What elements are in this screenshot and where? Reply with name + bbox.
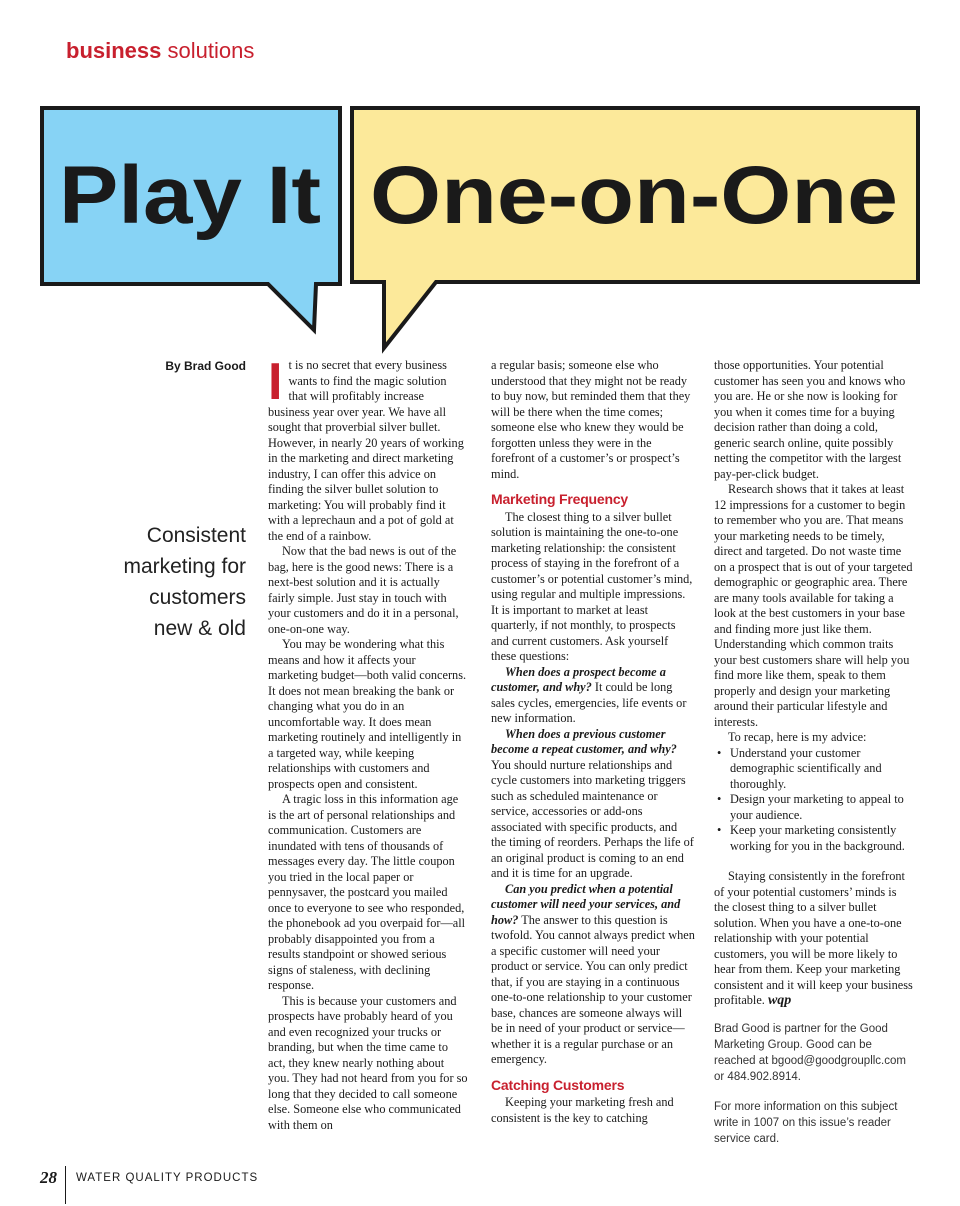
byline: By Brad Good [165, 359, 246, 373]
question-paragraph [491, 727, 695, 882]
pull-quote-line: new & old [153, 617, 246, 640]
pull-quote-line: Consistent [146, 524, 246, 547]
drop-cap: I [268, 353, 283, 411]
paragraph: It is no secret that every business wants to find the magic solution that will profitably increase business year over year. We have all sought that proverbial silver bullet. However, in nearly 20 years of working in the marketing and direct marketing industry, I can offer this advice on finding the silver bullet solution to marketing: You will probably find it with a leprechaun and a pot of gold at the end of a rainbow. [268, 353, 464, 543]
author-bio: Brad Good is partner for the Good Marketing Group. Good can be reached at bgood@goodgroupllc.com or 484.902.8914. [714, 1022, 906, 1083]
footer-divider [65, 1166, 66, 1204]
section-label-light: solutions [167, 38, 255, 63]
question-paragraph [491, 882, 695, 1068]
title-speech-bubbles [0, 0, 960, 360]
subheading: Marketing Frequency [491, 491, 629, 507]
publication-name: WATER QUALITY PRODUCTS [76, 1172, 259, 1184]
advice-list [714, 746, 914, 855]
answer-text: The answer to this question is twofold. You cannot always predict when a specific customer will need your product or service. You can only predict that, if you are staying in a continuous one-to-one relationship to your customer base, chances are someone always will be in need of your product or service—whether it is a regular purchase or an emergency. [491, 912, 695, 1066]
paragraph: The closest thing to a silver bullet solution is maintaining the one-to-one marketing relationship: the consistent process of staying in the forefront of a customer’s or potential customer’s mind, using regular and multiple impressions. It is important to market at least quarterly, if not monthly, to prospects and current customers. Ask yourself these questions: [491, 509, 693, 663]
title-part-2: One-on-One [370, 150, 898, 241]
paragraph: This is because your customers and prospects have probably heard of you and even recognized your trucks or branding, but when the time came to act, they knew nearly nothing about you. They had not heard from you for so long that they decided to call someone else. Someone else who communicated with them on [268, 993, 468, 1132]
title-part-1: Play It [59, 150, 321, 241]
article-column-3 [714, 358, 914, 1147]
question-text: When does a prospect become a customer, and why? [491, 664, 666, 694]
paragraph: Staying consistently in the forefront of your potential customers’ minds is the closest thing to a silver bullet solution. When you have a one-to-one relationship with your potential customers, you will be more likely to hear from them. Keep your marketing consistent and it will keep your business profitable. wqp [714, 869, 913, 1008]
paragraph: A tragic loss in this information age is the art of personal relationships and communication. Customers are inundated with tens of thousands of messages every day. The little coupon you tried in the local paper or pennysaver, the postcard you mailed once to everyone to see who responded, the phonebook ad you overpaid for—all probably disappointed you from a results standpoint or showed serious signs of staleness, with declining response. [268, 792, 466, 992]
article-column-1 [268, 353, 468, 1133]
section-label-bold: business [66, 38, 162, 63]
article-column-2 [491, 358, 695, 1126]
paragraph: Research shows that it takes at least 12 impressions for a customer to begin to remember who you are. That means your marketing needs to be timely, direct and targeted. Do not waste time on a prospect that is out of your targeted demographic or geographic area. There are many tools available for taking a look at the best customers in your base and finding more just like them. Understanding which common traits your best customers share will help you find more like them, speak to them properly and design your marketing around their particular lifestyle and interests. [714, 482, 913, 729]
pull-quote-line: customers [149, 586, 246, 609]
paragraph: Keeping your marketing fresh and consistent is the key to catching [491, 1095, 674, 1125]
page-number: 28 [40, 1168, 57, 1187]
end-mark: wqp [767, 993, 792, 1008]
pull-quote-line: marketing for [123, 555, 246, 578]
pull-quote [90, 520, 246, 644]
reader-service-note: For more information on this subject write in 1007 on this issue’s reader service card. [714, 1100, 898, 1145]
subheading: Catching Customers [491, 1076, 625, 1093]
answer-text: It could be long sales cycles, emergencies, life events or new information. [491, 680, 687, 725]
paragraph: To recap, here is my advice: [728, 730, 867, 744]
paragraph: those opportunities. Your potential customer has seen you and knows who you are. He or she now is looking for you when it comes time for a buying decision rather than doing a cold, generic search online, quite possibly netting the competitor with the largest pay-per-click budget. [714, 358, 906, 481]
question-text: When does a previous customer become a repeat customer, and why? [491, 726, 677, 756]
question-paragraph [491, 665, 695, 727]
paragraph: You may be wondering what this means and how it affects your marketing budget—both valid concerns. It does not mean breaking the bank or changing what you do in an uncomfortable way. It does mean marketing routinely and intelligently in a targeted way, while keeping relationships with customers and prospects open and consistent. [268, 637, 467, 791]
answer-text: You should nurture relationships and cycle customers into marketing triggers such as scheduled maintenance or service, accessories or add-ons associated with specific products, and the timing of reorders. Perhaps the life of an original product is coming to an end and it is time for an upgrade. [491, 757, 694, 880]
question-text: Can you predict when a potential customer will need your services, and how? [491, 881, 681, 927]
list-item: • Understand your customer demographic scientifically and thoroughly. [730, 746, 914, 793]
paragraph: Now that the bad news is out of the bag, here is the good news: There is a next-best solution and it is actually fairly simple. Just stay in touch with your customers and do it in a personal, one-on-one way. [268, 544, 459, 636]
list-item: • Design your marketing to appeal to your audience. [730, 792, 914, 823]
list-item: • Keep your marketing consistently working for you in the background. [730, 823, 914, 854]
paragraph: a regular basis; someone else who understood that they might not be ready to buy now, but reminded them that they will be there when the time comes; someone else who knew they would be forgotten unless they were in the forefront of a customer’s or prospect’s mind. [491, 358, 691, 481]
